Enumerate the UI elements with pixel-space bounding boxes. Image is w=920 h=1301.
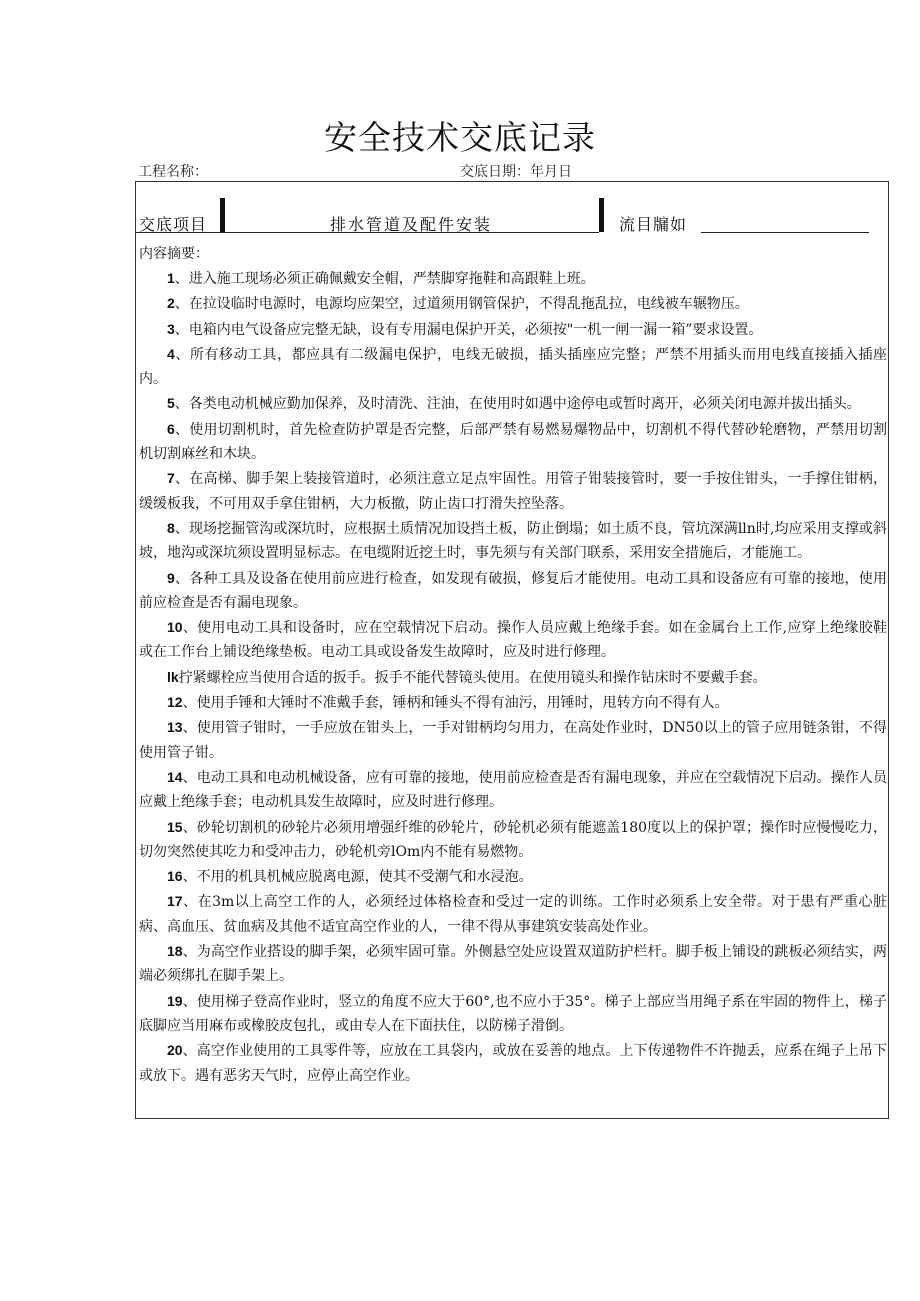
safety-item — [139, 989, 887, 1039]
item-text: 、使用梯子登高作业时，竖立的角度不应大于60°,也不应小于35°。梯子上部应当用绳子系在牢固的物件上，梯子底脚应当用麻布或橡胶皮包扎，或由专人在下面扶住，以防梯子滑倒。 — [139, 993, 887, 1034]
item-code-label: 流目牖如 — [619, 215, 688, 234]
safety-item — [139, 317, 887, 342]
item-text: 、所有移动工具，都应具有二级漏电保护，电线无破损，插头插座应完整；严禁不用插头而用电线直接插入插座内。 — [139, 346, 887, 388]
item-text: 、使用管子钳时，一手应放在钳头上，一手对钳柄均匀用力，在高处作业时，DN50以上的管子应用链条钳，不得使用管子钳。 — [139, 720, 887, 761]
item-text: 、使用手锤和大锤时不准戴手套，锤柄和锤头不得有油污，用锤时，甩转方向不得有人。 — [182, 695, 729, 712]
item-text: 、电动工具和电动机械设备，应有可靠的接地，使用前应检查是否有漏电现象，并应在空载情况下启动。操作人员应戴上绝缘手套；电动机具发生故障时，应及时进行修理。 — [139, 769, 887, 811]
safety-item — [139, 665, 887, 690]
summary-label: 内容摘要： — [139, 246, 209, 262]
safety-item — [139, 266, 887, 291]
summary-content — [139, 266, 887, 1088]
item-number: 19 — [167, 992, 183, 1009]
safety-item — [139, 342, 887, 392]
item-label: 交底项目 — [139, 215, 208, 234]
item-number: 7 — [167, 470, 175, 487]
item-text: 、为高空作业搭设的脚手架，必须牢固可靠。外侧悬空处应设置双道防护栏杆。脚手板上铺设的跳板必须结实，两端必须绑扎在脚手架上。 — [139, 944, 887, 985]
item-number: 17 — [167, 893, 183, 910]
separator-bar — [599, 198, 604, 232]
item-number: 4 — [167, 345, 175, 362]
item-text: 、砂轮切割机的砂轮片必须用增强纤维的砂轮片，砂轮机必须有能遮盖180度以上的保护罩；操作时应慢慢吃力，切勿突然使其吃力和受冲击力，砂轮机旁lOm内不能有易燃物。 — [139, 819, 887, 860]
item-number: 16 — [167, 868, 183, 885]
item-name: 排水管道及配件安装 — [330, 215, 493, 234]
item-number: 3 — [167, 320, 175, 337]
item-number: lk — [167, 668, 179, 685]
item-number: 8 — [167, 519, 175, 536]
safety-item — [139, 939, 887, 989]
safety-item — [139, 1038, 887, 1088]
project-name-label: 工程名称： — [138, 164, 208, 180]
safety-item — [139, 864, 887, 889]
safety-item — [139, 690, 887, 715]
item-text: 、电箱内电气设备应完整无缺，设有专用漏电保护开关，必须按"一机一闸一漏一箱”要求设置。 — [174, 321, 763, 338]
item-text: 、进入施工现场必须正确佩戴安全帽，严禁脚穿拖鞋和高跟鞋上班。 — [174, 271, 595, 287]
safety-item — [139, 516, 887, 566]
safety-item — [139, 566, 887, 616]
item-text: 、各类电动机械应勤加保养，及时清洗、注油，在使用时如遇中途停电或暂时离开，必须关闭电源并拔出插头。 — [174, 396, 861, 413]
document-title: 安全技术交底记录 — [324, 118, 596, 157]
item-number: 6 — [167, 420, 175, 437]
safety-item — [139, 466, 887, 516]
item-text: 、使用电动工具和设备时，应在空载情况下启动。操作人员应戴上绝缘手套。如在金属台上工作,应穿上绝缘胶鞋或在工作台上铺设绝缘垫板。电动工具或设备发生故障时，应及时进行修理。 — [139, 620, 887, 661]
item-number: 15 — [167, 818, 183, 835]
item-text: 、使用切割机时，首先检查防护罩是否完整，后部严禁有易燃易爆物品中，切割机不得代替砂轮磨物，严禁用切割机切割麻丝和木块。 — [139, 421, 887, 463]
item-number: 14 — [167, 768, 183, 785]
safety-item — [139, 715, 887, 765]
safety-item — [139, 417, 887, 467]
item-number: 2 — [167, 295, 175, 312]
date-label: 交底日期：年月日 — [460, 164, 572, 180]
item-number: 20 — [167, 1042, 183, 1059]
item-number: 18 — [167, 943, 183, 960]
item-text: 、在高梯、脚手架上装接管道时，必须注意立足点牢固性。用管子钳装接管时，要一手按住钳头，一手撑住钳柄，缓缓板我，不可用双手拿住钳柄，大力板撤，防止齿口打滑失控坠落。 — [139, 471, 887, 512]
item-text: 、各种工具及设备在使用前应进行检查，如发现有破损，修复后才能使用。电动工具和设备应有可靠的接地，使用前应检查是否有漏电现象。 — [139, 570, 887, 611]
item-text: 、现场挖掘管沟或深坑时，应根据土质情况加设挡土板，防止倒塌；如土质不良，管坑深满lln时,均应采用支撑或斜坡，地沟或深坑须设置明显标志。在电缆附近挖土时，事先须与有关部门联系，采用安全措施后，才能施工。 — [139, 520, 887, 562]
item-underline — [135, 232, 599, 233]
safety-item — [139, 615, 887, 665]
item-text: 拧紧螺栓应当使用合适的扳手。扳手不能代替镜头使用。在使用镜头和操作钻床时不要戴手套。 — [178, 669, 767, 686]
safety-item — [139, 889, 887, 939]
safety-item — [139, 391, 887, 416]
safety-item — [139, 815, 887, 865]
item-number: 1 — [167, 270, 175, 286]
item-row — [135, 198, 889, 234]
item-number: 10 — [167, 619, 183, 636]
item-text: 、在3m以上高空工作的人，必须经过体格检查和受过一定的训练。工作时必须系上安全带。对于患有严重心脏病、高血压、贫血病及其他不适宜高空作业的人，一律不得从事建筑安装高处作业。 — [139, 894, 887, 935]
item-number: 9 — [167, 569, 175, 586]
item-text: 、不用的机具机械应脱离电源，使其不受潮气和水浸泡。 — [182, 869, 533, 886]
item-text: 、在拉设临时电源时，电源均应架空，过道须用钢管保护，不得乱拖乱拉，电线被车辗物压。 — [174, 296, 749, 313]
separator-bar — [220, 198, 225, 232]
safety-item — [139, 765, 887, 815]
item-number: 12 — [167, 694, 183, 711]
safety-item — [139, 291, 887, 316]
item-number: 5 — [167, 395, 175, 412]
item-text: 、高空作业使用的工具零件等，应放在工具袋内，或放在妥善的地点。上下传递物件不许抛丢，应系在绳子上吊下或放下。遇有恶劣天气时，应停止高空作业。 — [139, 1043, 887, 1084]
item-number: 13 — [167, 719, 183, 736]
item-code-field — [701, 232, 869, 233]
